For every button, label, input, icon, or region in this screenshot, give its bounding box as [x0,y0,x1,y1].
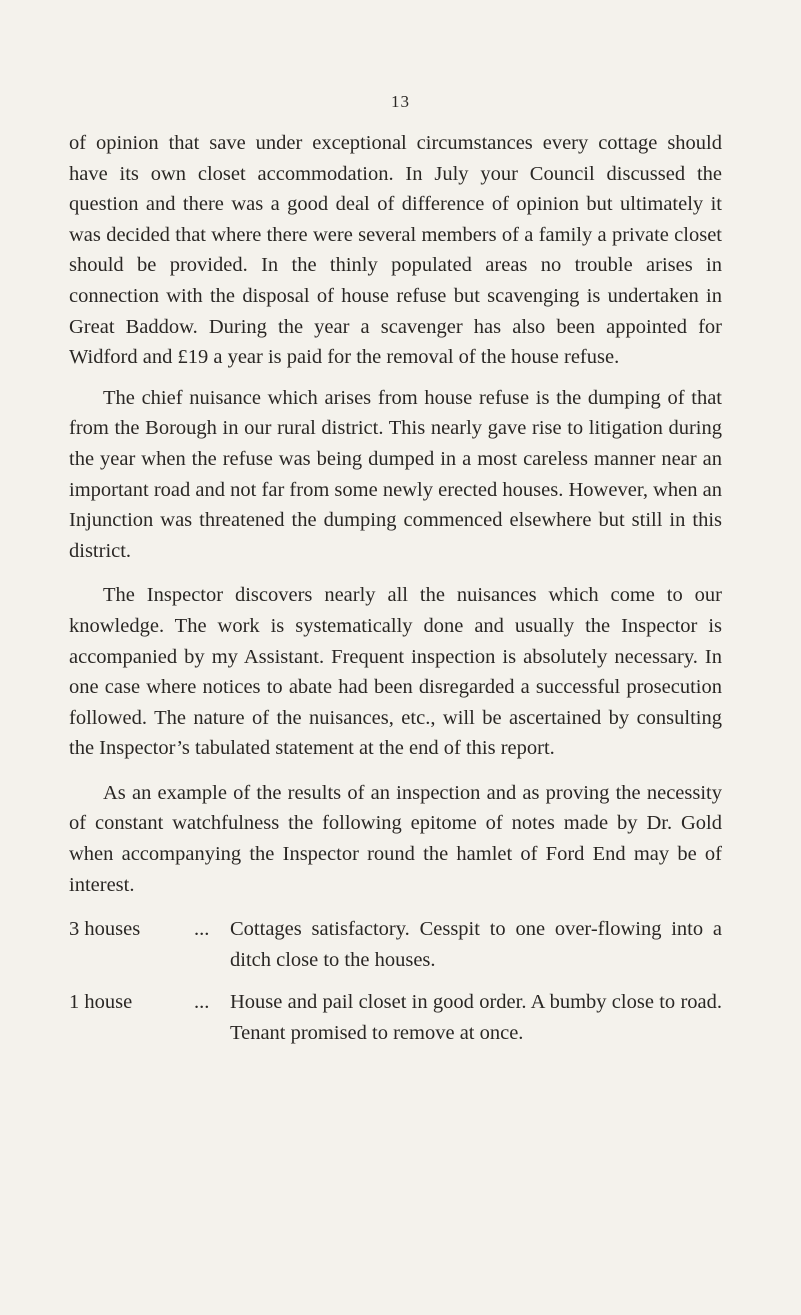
entry-count: 1 house [69,991,133,1014]
entry-count: 3 houses [69,918,141,941]
list-item [69,914,722,975]
inspection-notes [69,914,722,1048]
entry-dots: ... [194,991,210,1014]
paragraph-example: As an example of the results of an inspection and as proving the necessity of constant watchfulness the following epitome of notes made by Dr. Gold when accompanying the Inspector round the hamlet of Ford End may be of interest. [69,781,722,896]
entry-text: House and pail closet in good order. A bumby close to road. Tenant promised to remove at once. [230,991,722,1045]
paragraph-continued: of opinion that save under exceptional circumstances every cottage should have its own closet accommodation. In July your Council discussed the question and there was a good deal of difference of opinion but ultimately it was decided that where there were several members of a family a private closet should be provided. In the thinly populated areas no trouble arises in connection with the disposal of house refuse but scavenging is undertaken in Great Baddow. During the year a scavenger has also been appointed for Widford and £19 a year is paid for the removal of the house refuse. [69,132,722,369]
paragraph-refuse-dumping: The chief nuisance which arises from house refuse is the dumping of that from the Borough in our rural district. This nearly gave rise to litigation during the year when the refuse was being dumped in a most careless manner near an important road and not far from some newly erected houses. However, when an Injunction was threatened the dumping commenced elsewhere but still in this district. [69,386,722,562]
document-body [69,128,722,1061]
list-item [69,987,722,1048]
entry-dots: ... [194,918,210,941]
paragraph-inspector: The Inspector discovers nearly all the nuisances which come to our knowledge. The work is systematically done and usually the Inspector is accompanied by my Assistant. Frequent inspection is absolutely necessary. In one case where notices to abate had been disregarded a successful prosecution followed. The nature of the nuisances, etc., will be ascertained by consulting the Inspector’s tabulated statement at the end of this report. [69,584,722,760]
page-number: 13 [391,92,410,111]
entry-text: Cottages satisfactory. Cesspit to one over-flowing into a ditch close to the houses. [230,918,722,971]
